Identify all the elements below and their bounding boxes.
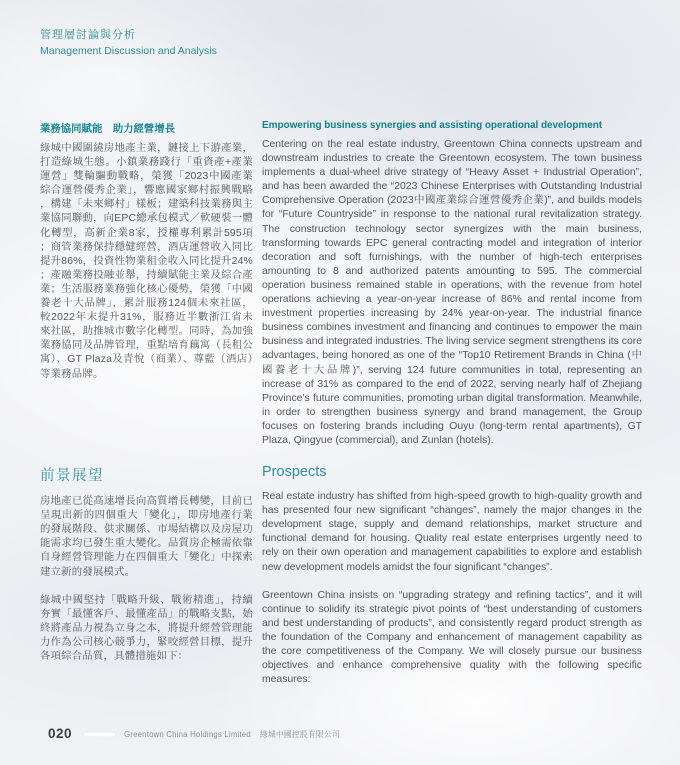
paragraph-prospects-zh-2: 綠城中國堅持「戰略升級、戰術精進」，持續夯實「最懂客戶、最懂產品」的戰略支點，始終將產品力視為立身之本，將提升經營管理能力作為公司核心競爭力，緊咬經營目標，提升各項綜合品質，具體措施如下： bbox=[40, 594, 253, 662]
footer-divider-bar bbox=[83, 732, 116, 737]
section-heading-prospects-zh: 前景展望 bbox=[40, 468, 104, 485]
page-header-title-zh: 管理層討論與分析 bbox=[40, 29, 136, 41]
section-heading-business-synergy-en: Empowering business synergies and assisting operational development bbox=[262, 120, 603, 131]
section-prospects-zh bbox=[40, 462, 253, 664]
paragraph-business-synergy-zh: 綠城中國圍繞房地產主業，鏈接上下游產業，打造綠城生態。小鎮業務踐行「重資產+產業運營」雙輪驅動戰略，榮獲「2023中國產業綜合運營優秀企業」，響應國家鄉村振興戰略，構建「未來鄉村」樣板；建築科技業務與主業協同聯動，向EPC總承包模式／軟硬裝一體化轉型，高新企業8家，授權專利累計595項；商管業務保持穩健經營，酒店運營收入同比提升86%，投資性物業租金收入同比提升24%；產融業務投融並舉，持續賦能主業及綜合產業；生活服務業務強化核心優勢，榮獲「中國養老十大品牌」，累計服務124個未來社區，較2022年末提升31%，服務近半數浙江省未來社區，助推城市數字化轉型。同時，為加強業務協同及品牌管理，重點培育藕寓（長租公寓）、GT Plaza及青悅（商業）、尊藍（酒店）等業務品牌。 bbox=[40, 143, 253, 380]
paragraph-prospects-zh-1: 房地產已從高速增長向高質增長轉變，目前已呈現出新的四個重大「變化」，即房地產行業的發展階段、供求關係、市場結構以及房屋功能需求均已發生重大變化。品質房企極需依靠自身經營管理能力在四個重大「變化」中探索建立新的發展模式。 bbox=[40, 496, 253, 578]
section-business-synergy-en bbox=[262, 120, 642, 448]
paragraph-prospects-en-2: Greentown China insists on “upgrading strategy and refining tactics”, and it will continue to solidify its strategic pivot points of “best understanding of customers and best understanding of products”, and consistently regard product strength as the foundation of the Company and enhancement of management capability as the core competitiveness of the Company. We will closely pursue our business objectives and enhance comprehensive quality with the following specific measures: bbox=[262, 589, 642, 686]
paragraph-prospects-en-1: Real estate industry has shifted from high-speed growth to high-quality growth and has presented four new significant “changes”, namely the major changes in the development stage, supply and demand relationships, market structure and functional demand for housing. Quality real estate enterprises urgently need to rely on their own operation and management capabilities to explore and establish new development models amidst the four significant “changes”. bbox=[262, 491, 642, 573]
paragraph-business-synergy-en: Centering on the real estate industry, Greentown China connects upstream and downstream industries to create the Greentown ecosystem. The town business implements a dual-wheel drive strategy of “Heavy Asset + Industrial Operation”, and has been awarded the “2023 Chinese Enterprises with Outstanding Industrial Comprehensive Operation (2023中國產業綜合運營優秀企業)”, and builds models for “Future Countryside” in response to the national rural revitalization strategy. The construction technology sector synergizes with the main business, transforming towards EPC general contracting model and integration of interior decoration and soft furnishings, with the number of high-tech enterprises amounting to 8 and authorized patents amounting to 595. The commercial operation business remained stable in operations, with the revenue from hotel operations achieving a year-on-year increase of 86% and rental income from investment properties increasing by 24% year-on-year. The industrial finance business combines investment and financing and continues to empower the main business and integrated industries. The living service segment strengthens its core advantages, being honored as one of the “Top10 Retirement Brands in China (中國養老十大品牌)”, serving 124 future communities in total, representing an increase of 31% as compared to the end of 2022, serving nearly half of Zhejiang Province’s future communities, promoting urban digital transformation. Meanwhile, in order to strengthen business synergy and brand management, the Group focuses on fostering brands including Ouyu (long-term rental apartments), GT Plaza, Qingyue (commercial), and Zunlan (hotels). bbox=[262, 139, 642, 446]
footer-company-name-en: Greentown China Holdings Limited bbox=[124, 729, 251, 739]
section-heading-prospects-en: Prospects bbox=[262, 464, 327, 481]
page-footer bbox=[48, 726, 340, 741]
section-heading-business-synergy-zh: 業務協同賦能 助力經營增長 bbox=[40, 124, 176, 135]
section-business-synergy-zh bbox=[40, 120, 253, 382]
content-columns bbox=[40, 120, 642, 687]
page-header bbox=[40, 26, 217, 57]
footer-company-name bbox=[124, 729, 340, 740]
page-number: 020 bbox=[48, 726, 73, 741]
section-prospects-en bbox=[262, 462, 642, 687]
page-header-title-en: Management Discussion and Analysis bbox=[40, 45, 217, 57]
footer-company-name-zh: 綠城中國控股有限公司 bbox=[259, 729, 340, 739]
